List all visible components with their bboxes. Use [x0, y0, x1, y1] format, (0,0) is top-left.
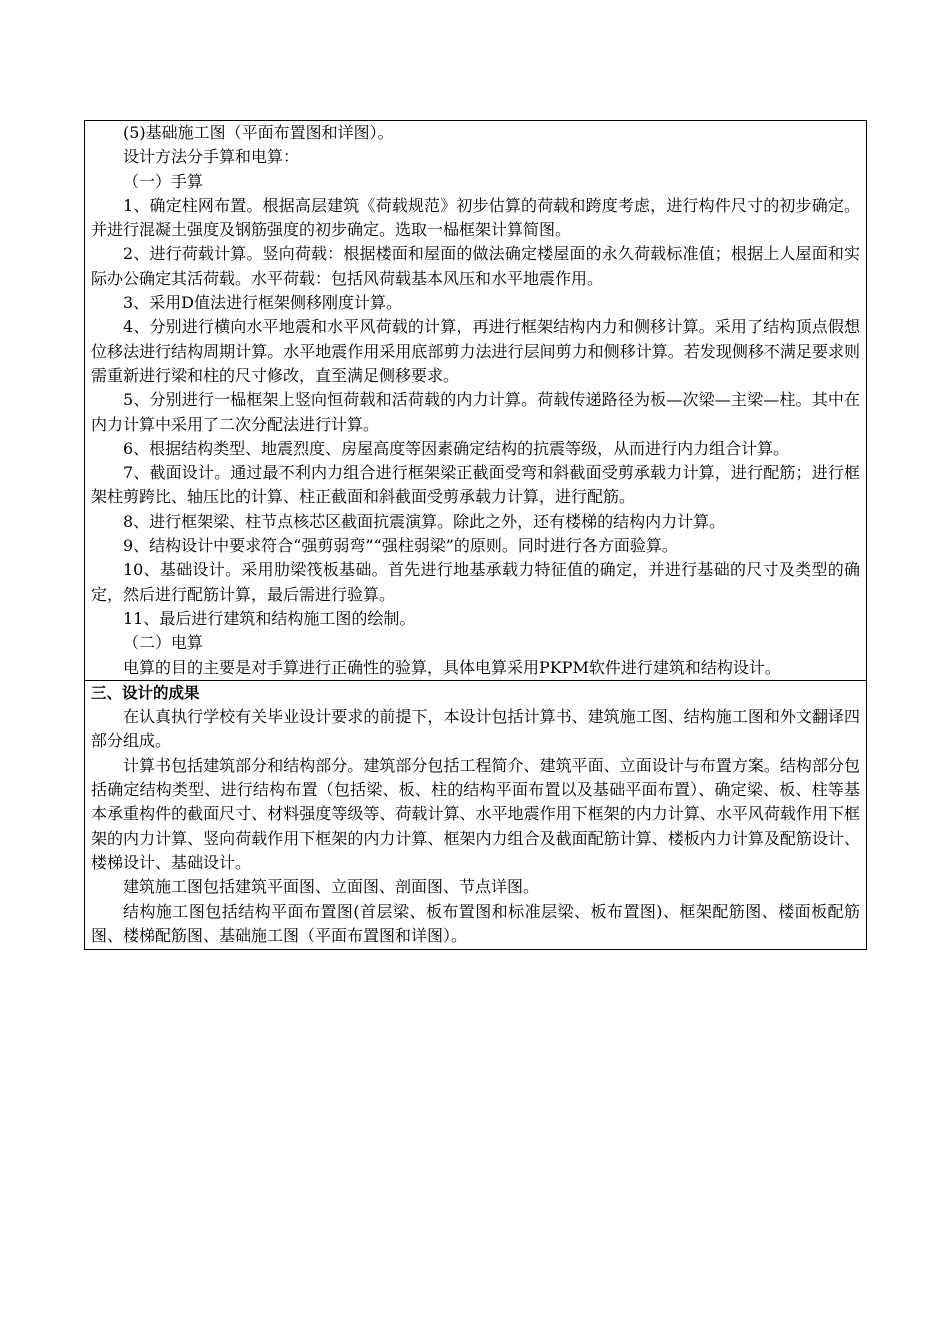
paragraph-foundation-drawing: (5)基础施工图（平面布置图和详图）。 [123, 123, 394, 142]
subheading-manual-calc: （一）手算 [123, 171, 204, 191]
paragraph-step-7: 7、截面设计。通过最不利内力组合进行框架梁正截面受弯和斜截面受剪承载力计算，进行配筋；进行框架柱剪跨比、轴压比的计算、柱正截面和斜截面受剪承载力计算，进行配筋。 [91, 463, 860, 507]
design-results-cell [85, 680, 866, 949]
design-method-cell [85, 121, 866, 680]
paragraph-step-4: 4、分别进行横向水平地震和水平风荷载的计算，再进行框架结构内力和侧移计算。采用了结构顶点假想位移法进行结构周期计算。水平地震作用采用底部剪力法进行层间剪力和侧移计算。若发现侧移不满足要求则需重新进行梁和柱的尺寸修改，直至满足侧移要求。 [91, 317, 860, 385]
paragraph-results-intro: 在认真执行学校有关毕业设计要求的前提下，本设计包括计算书、建筑施工图、结构施工图和外文翻译四部分组成。 [91, 707, 860, 751]
paragraph-step-8: 8、进行框架梁、柱节点核芯区截面抗震演算。除此之外，还有楼梯的结构内力计算。 [123, 511, 726, 531]
subheading-computer-calc: （二）电算 [123, 633, 204, 653]
document-table [84, 120, 867, 950]
paragraph-method-intro: 设计方法分手算和电算： [123, 147, 300, 167]
paragraph-step-11: 11、最后进行建筑和结构施工图的绘制。 [123, 608, 416, 628]
section-heading-results: 三、设计的成果 [91, 683, 200, 702]
paragraph-step-2: 2、进行荷载计算。竖向荷载：根据楼面和屋面的做法确定楼屋面的永久荷载标准值；根据上人屋面和实际办公确定其活荷载。水平荷载：包括风荷载基本风压和水平地震作用。 [91, 244, 860, 288]
paragraph-calculation-book: 计算书包括建筑部分和结构部分。建筑部分包括工程简介、建筑平面、立面设计与布置方案。结构部分包括确定结构类型、进行结构布置（包括梁、板、柱的结构平面布置以及基础平面布置）、确定梁、板、柱等基本承重构件的截面尺寸、材料强度等级等、荷载计算、水平地震作用下框架的内力计算、水平风荷载作用下框架的内力计算、竖向荷载作用下框架的内力计算、框架内力组合及截面配筋计算、楼板内力计算及配筋设计、楼梯设计、基础设计。 [91, 755, 860, 872]
paragraph-step-3: 3、采用D值法进行框架侧移刚度计算。 [123, 293, 403, 313]
paragraph-step-5: 5、分别进行一榀框架上竖向恒荷载和活荷载的内力计算。荷载传递路径为板—次梁—主梁—柱。其中在内力计算中采用了二次分配法进行计算。 [91, 390, 860, 434]
paragraph-step-10: 10、基础设计。采用肋梁筏板基础。首先进行地基承载力特征值的确定，并进行基础的尺寸及类型的确定，然后进行配筋计算，最后需进行验算。 [91, 560, 860, 604]
paragraph-step-9: 9、结构设计中要求符合“强剪弱弯”“强柱弱梁”的原则。同时进行各方面验算。 [123, 536, 678, 556]
paragraph-computer-calc: 电算的目的主要是对手算进行正确性的验算，具体电算采用PKPM软件进行建筑和结构设计。 [123, 657, 781, 677]
paragraph-step-1: 1、确定柱网布置。根据高层建筑《荷载规范》初步估算的荷载和跨度考虑，进行构件尺寸的初步确定。并进行混凝土强度及钢筋强度的初步确定。选取一榀框架计算简图。 [91, 195, 860, 240]
paragraph-architectural-drawings: 建筑施工图包括建筑平面图、立面图、剖面图、节点详图。 [123, 877, 540, 897]
paragraph-step-6: 6、根据结构类型、地震烈度、房屋高度等因素确定结构的抗震等级，从而进行内力组合计算。 [123, 438, 790, 458]
paragraph-structural-drawings: 结构施工图包括结构平面布置图(首层梁、板布置图和标准层梁、板布置图)、框架配筋图、楼面板配筋图、楼梯配筋图、基础施工图（平面布置图和详图）。 [91, 901, 860, 945]
